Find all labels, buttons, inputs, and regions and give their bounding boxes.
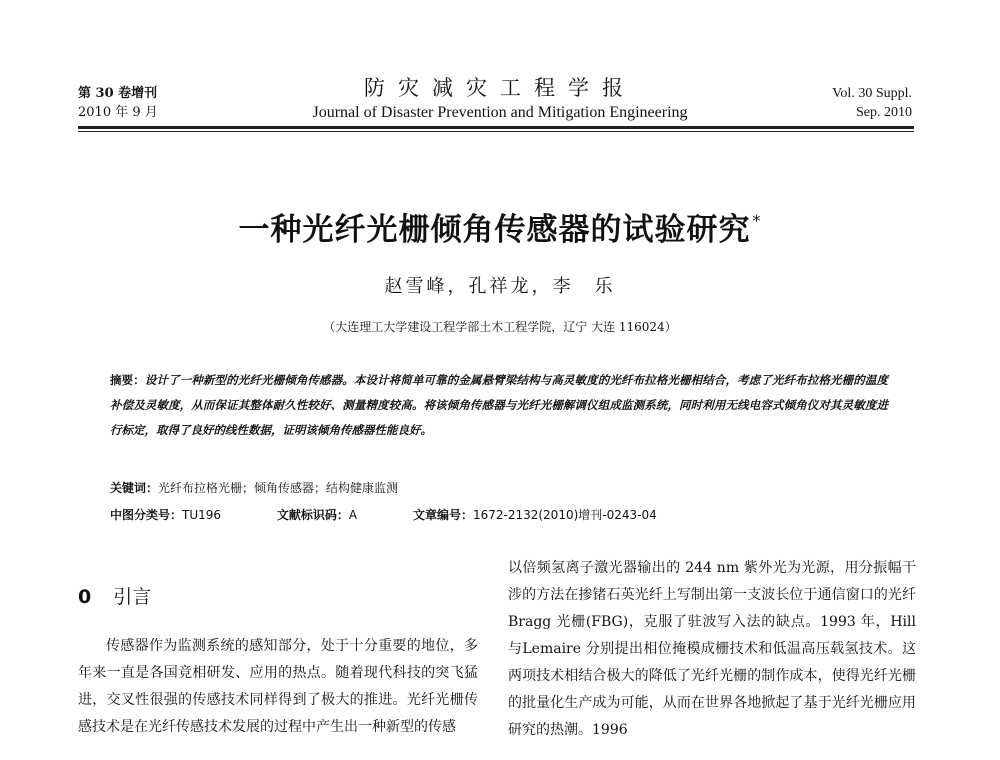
date-en: Sep. 2010 — [856, 105, 912, 120]
title-footnote-mark: * — [752, 211, 762, 230]
body-left-paragraph: 传感器作为监测系统的感知部分，处于十分重要的地位，多年来一直是各国竞相研发、应用的热点。随着现代科技的突飞猛进，交叉性很强的传感技术同样得到了极大的推进。光纤光栅传感技术是在光纤传感技术发展的过程中产生出一种新型的传感 — [78, 638, 478, 735]
header-rule-thin — [78, 131, 914, 132]
clc-label: 中图分类号： — [110, 508, 183, 522]
body-right-paragraph: 以倍频氢离子激光器输出的 244 nm 紫外光为光源，用分振幅干涉的方法在掺锗石英光纤上写制出第一支波长位于通信窗口的光纤 Bragg 光栅(FBG)，克服了驻波写入法的缺点。1993 年，Hill 与Lemaire 分别提出相位掩模成栅技术和低温高压载氢技术。这两项技术相结合极大的降低了光纤光栅的制作成本，使得光纤光栅的批量化生产成为可能，从而在世界各地掀起了基于光纤光栅应用研究的热潮。1996 — [508, 560, 916, 738]
keywords-value: 光纤布拉格光栅；倾角传感器；结构健康监测 — [158, 481, 399, 495]
section-number: 0 — [78, 586, 92, 608]
keywords-label: 关键词： — [110, 481, 159, 495]
clc-value: TU196 — [182, 508, 222, 522]
section-title: 引言 — [113, 586, 152, 608]
doc-label: 文献标识码： — [276, 508, 349, 522]
article-title-text: 一种光纤光栅倾角传感器的试验研究 — [238, 212, 751, 248]
article-affiliation: （大连理工大学建设工程学部土木工程学院，辽宁 大连 116024） — [323, 320, 677, 334]
classification-line — [110, 506, 709, 523]
body-right-column — [508, 555, 916, 744]
keywords-line — [110, 479, 398, 496]
doc-group — [277, 508, 383, 522]
abstract-text: 设计了一种新型的光纤光栅倾角传感器。本设计将简单可靠的金属悬臂梁结构与高灵敏度的光纤布拉格光栅相结合，考虑了光纤布拉格光栅的温度补偿及灵敏度，从而保证其整体耐久性较好、测量精度较高。将该倾角传感器与光纤光栅解调仪组成监测系统，同时利用无线电容式倾角仪对其灵敏度进行标定，取得了良好的线性数据，证明该倾角传感器性能良好。 — [110, 373, 888, 437]
journal-title-cn: 防灾减灾工程学报 — [364, 76, 636, 100]
volume-cn: 第 30 卷增刊 — [78, 86, 158, 101]
header-right — [832, 84, 912, 122]
body-left-column — [78, 633, 478, 741]
art-value: 1672-2132(2010)增刊-0243-04 — [472, 508, 657, 522]
abstract-label: 摘要： — [110, 373, 145, 387]
date-cn: 2010 年 9 月 — [78, 105, 158, 120]
article-authors: 赵雪峰，孔祥龙，李 乐 — [384, 276, 616, 297]
art-group — [413, 508, 683, 522]
journal-title-en: Journal of Disaster Prevention and Mitigation Engineering — [312, 104, 688, 121]
doc-value: A — [348, 508, 358, 522]
header-rule-thick — [78, 126, 914, 129]
abstract — [110, 368, 888, 443]
clc-group — [110, 508, 247, 522]
article-title — [0, 204, 1000, 249]
art-label: 文章编号： — [412, 508, 473, 522]
volume-en: Vol. 30 Suppl. — [832, 86, 912, 101]
section-heading — [78, 582, 151, 609]
